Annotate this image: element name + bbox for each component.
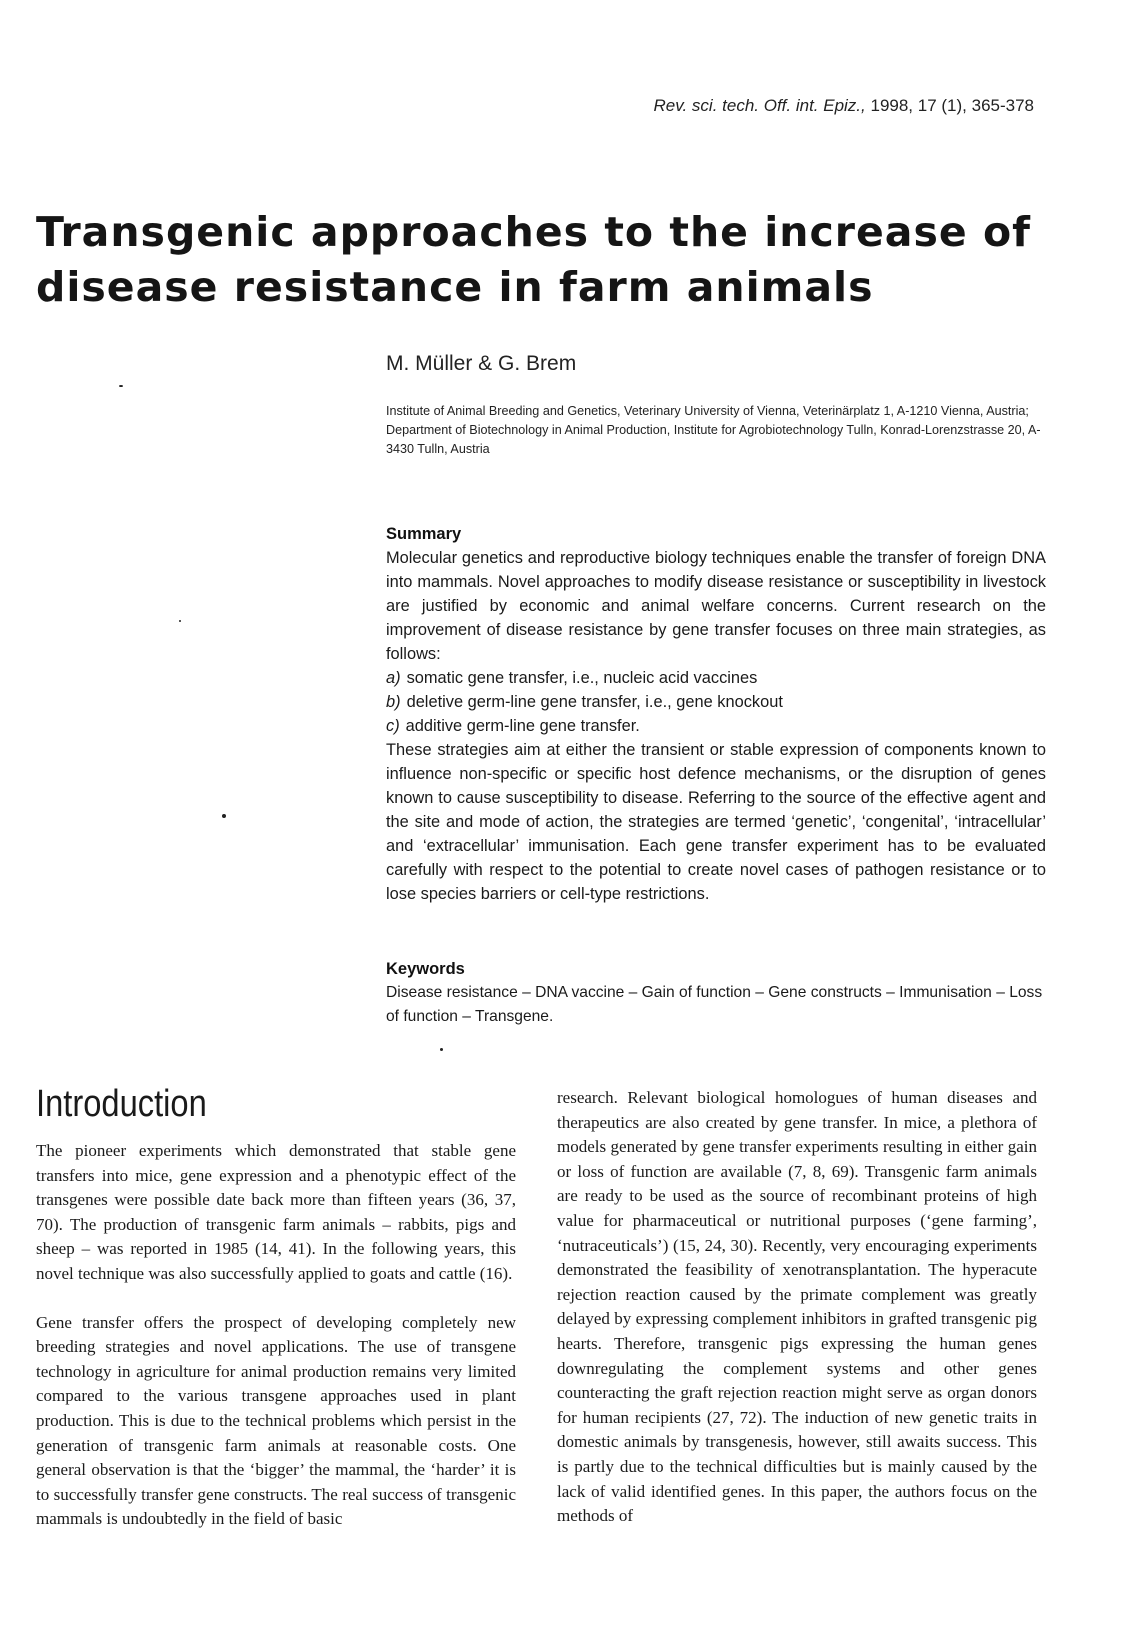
introduction-heading: Introduction	[36, 1083, 207, 1125]
item-text: additive germ-line gene transfer.	[405, 717, 640, 735]
article-title: Transgenic approaches to the increase of disease resistance in farm animals	[36, 208, 1031, 311]
scan-speck	[179, 620, 181, 622]
summary-section	[386, 525, 1046, 906]
scan-speck	[119, 385, 123, 387]
summary-intro: Molecular genetics and reproductive biology techniques enable the transfer of foreign DNA into mammals. Novel approaches to modify disease resistance or susceptibility in livestock are justified by economic and animal welfare concerns. Current research on the improvement of disease resistance by gene transfer focuses on three main strategies, as follows:	[386, 549, 1046, 663]
journal-citation	[654, 96, 1035, 116]
item-letter: b)	[386, 693, 401, 711]
scan-speck	[440, 1048, 443, 1051]
summary-list-item	[386, 666, 1046, 690]
summary-list-item	[386, 690, 1046, 714]
citation-journal: Rev. sci. tech. Off. int. Epiz.,	[653, 96, 866, 115]
citation-details: 1998, 17 (1), 365-378	[865, 96, 1034, 115]
summary-body: These strategies aim at either the transient or stable expression of components known to influence non-specific or specific host defence mechanisms, or the disruption of genes known to cause susceptibility to disease. Referring to the source of the effective agent and the site and mode of action, the strategies are termed ‘genetic’, ‘congenital’, ‘intracellular’ and ‘extracellular’ immunisation. Each gene transfer experiment has to be evaluated carefully with respect to the potential to create novel cases of pathogen resistance or to lose species barriers or cell-type restrictions.	[386, 741, 1046, 903]
keywords-heading: Keywords	[386, 960, 465, 978]
intro-paragraph: research. Relevant biological homologues of human diseases and therapeutics are also created by gene transfer. In mice, a plethora of models generated by gene transfer experiments resulting in either gain or loss of function are available (7, 8, 69). Transgenic farm animals are ready to be used as the source of recombinant proteins of high value for pharmaceutical or nutritional purposes (‘gene farming’, ‘nutraceuticals’) (15, 24, 30). Recently, very encouraging experiments demonstrated the feasibility of xenotransplantation. The hyperacute rejection reaction caused by the primate complement was greatly delayed by expressing complement inhibitors in grafted transgenic pig hearts. Therefore, transgenic pigs expressing the human genes downregulating the complement systems and other genes counteracting the graft rejection reaction might serve as organ donors for human recipients (27, 72). The induction of new genetic traits in domestic animals by transgenesis, however, still awaits success. This is partly due to the technical difficulties but is mainly caused by the lack of valid identified genes. In this paper, the authors focus on the methods of	[557, 1088, 1037, 1526]
article-authors: M. Müller & G. Brem	[386, 352, 577, 375]
keywords-text: Disease resistance – DNA vaccine – Gain of function – Gene constructs – Immunisation – Loss of function – Transgene.	[386, 984, 1043, 1025]
scan-speck	[222, 814, 226, 818]
intro-paragraph: The pioneer experiments which demonstrated that stable gene transfers into mice, gene expression and a phenotypic effect of the transgenes were possible date back more than fifteen years (36, 37, 70). The production of transgenic farm animals – rabbits, pigs and sheep – was reported in 1985 (14, 41). In the following years, this novel technique was also successfully applied to goats and cattle (16).	[36, 1141, 516, 1283]
intro-right-column	[557, 1086, 1037, 1529]
item-letter: a)	[386, 669, 401, 687]
keywords-section	[386, 960, 1046, 1029]
item-letter: c)	[386, 717, 400, 735]
item-text: deletive germ-line gene transfer, i.e., gene knockout	[406, 693, 783, 711]
intro-left-column	[36, 1139, 516, 1532]
item-text: somatic gene transfer, i.e., nucleic acid vaccines	[406, 669, 758, 687]
intro-paragraph: Gene transfer offers the prospect of developing completely new breeding strategies and novel applications. The use of transgene technology in agriculture for animal production remains very limited compared to the various transgene approaches used in plant production. This is due to the technical problems which persist in the generation of transgenic farm animals at reasonable costs. One general observation is that the ‘bigger’ the mammal, the ‘harder’ it is to successfully transfer gene constructs. The real success of transgenic mammals is undoubtedly in the field of basic	[36, 1312, 516, 1529]
summary-heading: Summary	[386, 525, 462, 543]
author-affiliation: Institute of Animal Breeding and Genetics, Veterinary University of Vienna, Veterinärplatz 1, A-1210 Vienna, Austria; Department of Biotechnology in Animal Production, Institute for Agrobiotechnology Tulln, Konrad-Lorenzstrasse 20, A-3430 Tulln, Austria	[386, 404, 1041, 456]
summary-list-item	[386, 714, 1046, 738]
